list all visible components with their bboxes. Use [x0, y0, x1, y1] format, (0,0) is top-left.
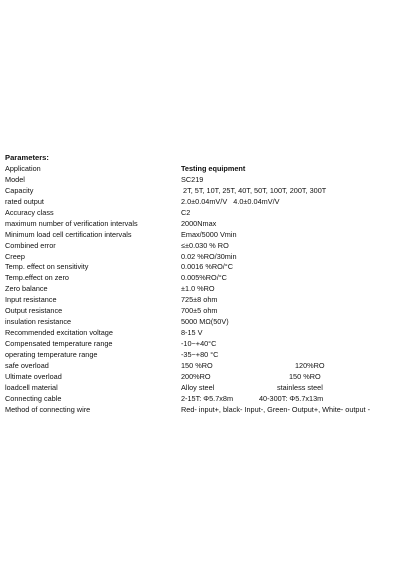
param-label: Method of connecting wire	[5, 404, 91, 414]
param-row-creep	[5, 252, 397, 263]
param-value: 150 %RO	[181, 360, 213, 370]
param-label: Recommended excitation voltage	[5, 328, 113, 338]
param-row-safe-overload	[5, 361, 397, 372]
param-value-secondary: 150 %RO	[289, 371, 321, 381]
param-label: Connecting cable	[5, 393, 62, 403]
param-row-capacity	[5, 186, 397, 197]
param-value: 200%RO	[181, 371, 211, 381]
parameters-document	[5, 152, 397, 416]
param-row-accuracy-class	[5, 208, 397, 219]
param-row-connecting-wire-method	[5, 405, 397, 416]
param-value: -10~+40°C	[181, 339, 217, 348]
param-value: 2T, 5T, 10T, 25T, 40T, 50T, 100T, 200T, 300T	[181, 185, 327, 195]
param-row-max-verification-intervals	[5, 219, 397, 230]
param-label: Ultimate overload	[5, 371, 62, 381]
param-row-output-resistance	[5, 306, 397, 317]
param-value: 5000 MΩ(50V)	[181, 317, 229, 327]
param-row-application	[5, 164, 397, 175]
param-row-connecting-cable	[5, 394, 397, 405]
param-label: Temp.effect on zero	[5, 273, 69, 283]
param-row-excitation-voltage	[5, 328, 397, 339]
param-value: 725±8 ohm	[181, 295, 218, 305]
param-value: 2.0±0.04mV/V 4.0±0.04mV/V	[181, 196, 280, 206]
param-label: Compensated temperature range	[5, 339, 113, 348]
param-value: 2000Nmax	[181, 218, 217, 228]
param-label: maximum number of verification intervals	[5, 218, 138, 228]
param-value: Alloy steel	[181, 382, 215, 392]
param-value-secondary: 40-300T: Φ5.7x13m	[259, 393, 324, 403]
param-value-secondary: 120%RO	[295, 360, 325, 370]
param-value: -35~+80 °C	[181, 349, 219, 359]
param-label: rated output	[5, 196, 44, 206]
param-label: Input resistance	[5, 295, 57, 305]
parameters-heading: Parameters:	[5, 153, 49, 162]
param-value-secondary: stainless steel	[277, 382, 323, 392]
param-label: Combined error	[5, 240, 56, 250]
param-value: C2	[181, 207, 191, 217]
param-label: Application	[5, 164, 41, 173]
param-label: insulation resistance	[5, 317, 72, 327]
param-value: Emax/5000 Vmin	[181, 229, 237, 239]
param-label: operating temperature range	[5, 349, 98, 359]
param-row-model	[5, 175, 397, 186]
param-label: safe overload	[5, 360, 49, 370]
param-value: 8-15 V	[181, 328, 203, 338]
param-label: loadcell material	[5, 382, 58, 392]
param-value: SC219	[181, 174, 204, 184]
param-row-input-resistance	[5, 295, 397, 306]
param-row-loadcell-material	[5, 383, 397, 394]
param-label: Zero balance	[5, 284, 48, 294]
param-row-temp-effect-zero	[5, 273, 397, 284]
param-row-combined-error	[5, 241, 397, 252]
param-value: ≤±0.030 % RO	[181, 240, 229, 250]
param-label: Accuracy class	[5, 207, 54, 217]
param-value: 2-15T: Φ5.7x8m	[181, 393, 234, 403]
param-value: 0.005%RO/°C	[181, 273, 227, 283]
param-label: Capacity	[5, 185, 34, 195]
param-row-temp-effect-sensitivity	[5, 262, 397, 273]
param-row-compensated-temp-range	[5, 339, 397, 350]
param-value: Testing equipment	[181, 164, 246, 173]
param-label: Minimum load cell certification intervals	[5, 229, 132, 239]
param-row-min-certification-intervals	[5, 230, 397, 241]
param-value: Red- input+, black- Input-, Green- Output+, White- output -	[181, 404, 370, 414]
param-label: Temp. effect on sensitivity	[5, 262, 89, 272]
param-row-insulation-resistance	[5, 317, 397, 328]
param-value: ±1.0 %RO	[181, 284, 215, 294]
param-row-operating-temp-range	[5, 350, 397, 361]
param-row-rated-output	[5, 197, 397, 208]
param-row-zero-balance	[5, 284, 397, 295]
param-value: 0.0016 %RO/°C	[181, 262, 233, 272]
param-value: 0.02 %RO/30min	[181, 251, 237, 261]
param-row-ultimate-overload	[5, 372, 397, 383]
param-label: Model	[5, 174, 25, 184]
param-label: Output resistance	[5, 306, 63, 316]
param-label: Creep	[5, 251, 25, 261]
param-value: 700±5 ohm	[181, 306, 218, 316]
